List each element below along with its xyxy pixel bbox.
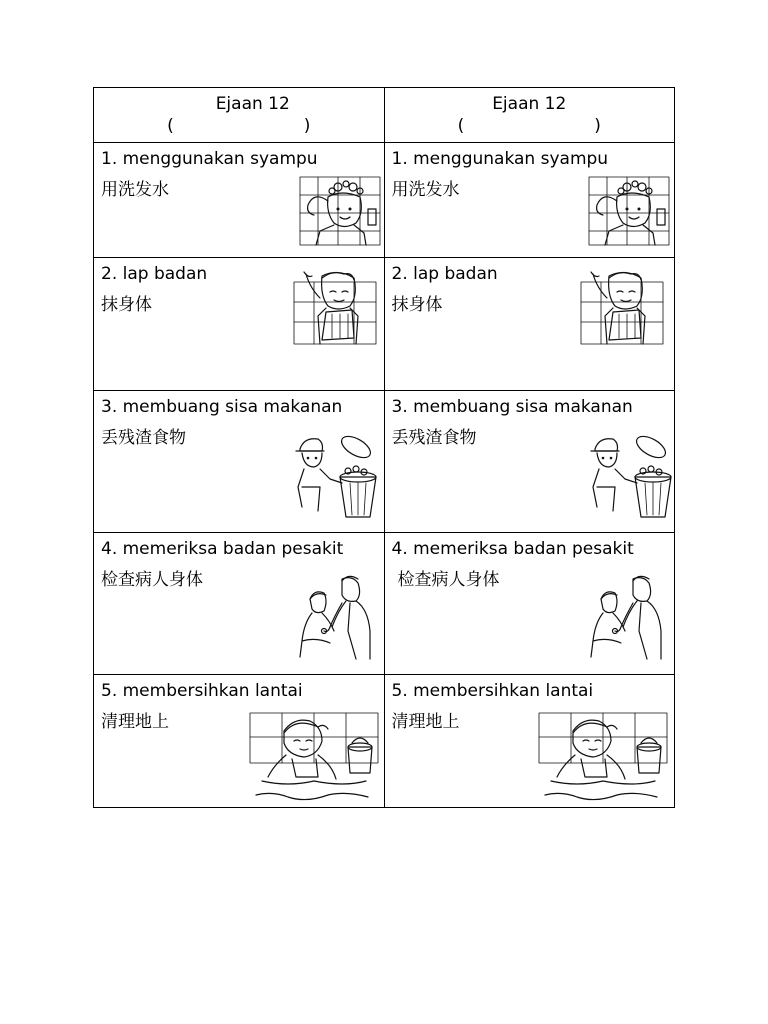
paren-close: ) [303,116,311,136]
examining-patient-picture [286,571,378,665]
item-cell-left [94,143,385,258]
item-chinese: 检查病人身体 [101,570,203,590]
column-title: Ejaan 12 [492,94,567,114]
item-row [94,391,675,533]
item-cell-left [94,391,385,533]
item-label: 2. lap badan [101,264,208,284]
column-header-left [94,88,385,143]
cleaning-floor-picture [537,711,671,805]
item-cell-left [94,675,385,808]
item-label: 3. membuang sisa makanan [391,397,633,417]
paren-close: ) [594,116,601,136]
item-row [94,258,675,391]
throwing-food-waste-picture [290,427,380,521]
drying-body-picture [292,268,380,348]
item-row [94,675,675,808]
item-chinese: 清理地上 [101,712,169,732]
column-header-right [384,88,675,143]
spelling-table [93,87,675,808]
item-label: 5. membersihkan lantai [391,681,594,701]
item-label: 4. memeriksa badan pesakit [391,539,634,559]
item-chinese: 抹身体 [391,295,443,315]
item-chinese: 检查病人身体 [397,570,500,590]
item-label: 2. lap badan [391,264,498,284]
item-cell-right [384,143,675,258]
item-label: 4. memeriksa badan pesakit [101,539,344,559]
header-row [94,88,675,143]
column-title: Ejaan 12 [215,94,290,114]
item-label: 1. menggunakan syampu [391,149,609,169]
drying-body-picture [579,268,667,348]
examining-patient-picture [577,571,669,665]
item-chinese: 丢残渣食物 [101,428,186,448]
throwing-food-waste-picture [585,427,675,521]
item-cell-left [94,258,385,391]
washing-hair-picture [587,175,673,251]
item-cell-left [94,533,385,675]
item-label: 3. membuang sisa makanan [101,397,343,417]
item-label: 5. membersihkan lantai [101,681,303,701]
item-chinese: 抹身体 [101,295,152,315]
item-row [94,533,675,675]
cleaning-floor-picture [248,711,382,805]
item-cell-right [384,391,675,533]
name-blank [94,115,384,137]
item-cell-right [384,675,675,808]
item-label: 1. menggunakan syampu [101,149,318,169]
item-chinese: 用洗发水 [391,180,460,200]
name-blank [385,115,675,137]
paren-open: ( [167,116,174,136]
worksheet [93,87,675,808]
item-chinese: 用洗发水 [101,180,169,200]
paren-open: ( [457,116,465,136]
item-chinese: 丢残渣食物 [391,428,477,448]
item-cell-right [384,258,675,391]
item-row [94,143,675,258]
washing-hair-picture [298,175,384,251]
item-cell-right [384,533,675,675]
item-chinese: 清理地上 [391,712,460,732]
